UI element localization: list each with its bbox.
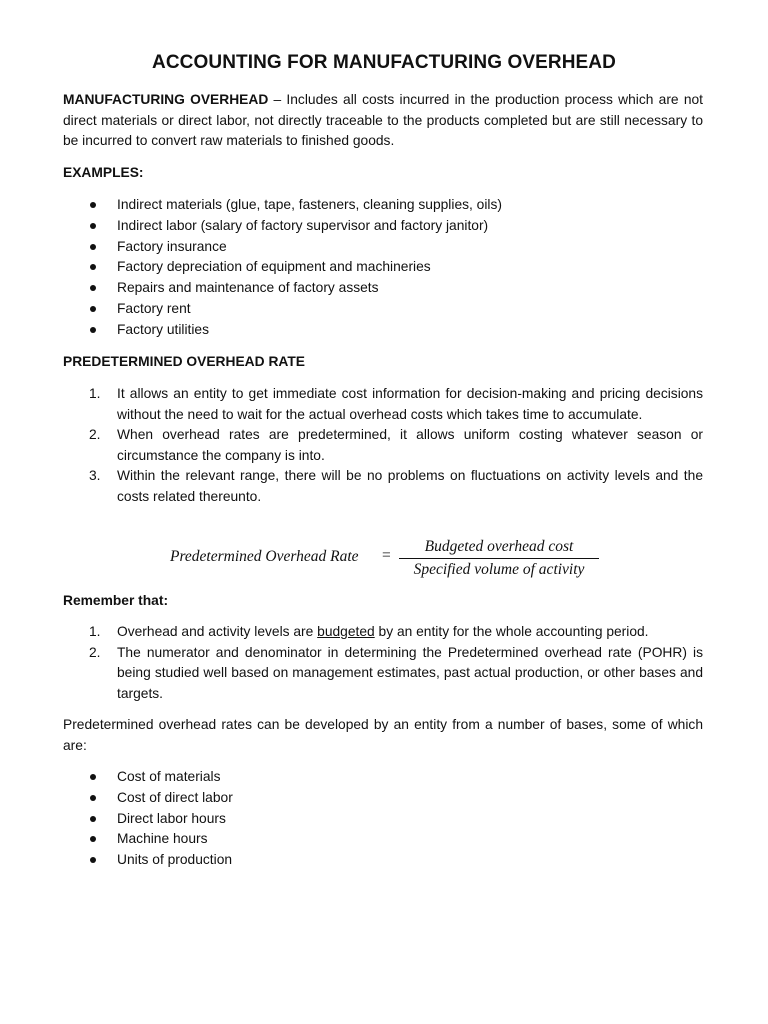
item-number: 2. bbox=[89, 427, 101, 442]
list-item-text: Cost of materials bbox=[117, 769, 221, 784]
remember-list bbox=[63, 622, 703, 704]
list-item-text: Indirect labor (salary of factory supervisor and factory janitor) bbox=[117, 217, 489, 233]
fraction-bar bbox=[399, 558, 599, 559]
bullet-icon bbox=[90, 244, 96, 250]
examples-heading: EXAMPLES: bbox=[63, 165, 144, 180]
formula-equals: = bbox=[382, 547, 391, 564]
list-item-text: Factory rent bbox=[117, 300, 191, 316]
list-item-text: Units of production bbox=[117, 852, 233, 868]
pohr-list bbox=[63, 384, 703, 507]
list-item bbox=[63, 195, 703, 216]
numbered-item-text: It allows an entity to get immediate cost information for decision-making and pricing decisions without the need to wait for the actual overhead costs which takes time to accumulate. bbox=[117, 386, 703, 422]
definition-term: MANUFACTURING OVERHEAD bbox=[63, 92, 269, 107]
page-title: ACCOUNTING FOR MANUFACTURING OVERHEAD bbox=[152, 52, 616, 73]
list-item-text: Cost of direct labor bbox=[117, 789, 233, 805]
list-item bbox=[63, 850, 703, 871]
list-item bbox=[63, 320, 703, 341]
bullet-icon bbox=[90, 795, 96, 801]
pohr-heading: PREDETERMINED OVERHEAD RATE bbox=[63, 354, 305, 369]
bullet-icon bbox=[90, 836, 96, 842]
underlined-word: budgeted bbox=[317, 624, 375, 639]
numbered-item-text: When overhead rates are predetermined, it allows uniform costing whatever season or circumstance the company is into. bbox=[117, 427, 703, 463]
list-item bbox=[63, 237, 703, 258]
list-item bbox=[63, 299, 703, 320]
numbered-item-text: Within the relevant range, there will be no problems on fluctuations on activity levels and the costs related thereunto. bbox=[117, 468, 703, 504]
bullet-icon bbox=[90, 306, 96, 312]
formula-fraction bbox=[399, 537, 599, 580]
bullet-icon bbox=[90, 202, 96, 208]
bases-intro: Predetermined overhead rates can be developed by an entity from a number of bases, some of which are: bbox=[63, 717, 703, 753]
definition-paragraph bbox=[63, 90, 703, 152]
list-item bbox=[63, 767, 703, 788]
numbered-item bbox=[63, 466, 703, 507]
bullet-icon bbox=[90, 264, 96, 270]
list-item-text: Factory insurance bbox=[117, 238, 227, 254]
list-item bbox=[63, 216, 703, 237]
numbered-item bbox=[63, 384, 703, 425]
pohr-formula bbox=[170, 537, 610, 581]
list-item-text: Indirect materials (glue, tape, fasteners, cleaning supplies, oils) bbox=[117, 197, 502, 212]
item-number: 2. bbox=[89, 644, 101, 660]
formula-denominator: Specified volume of activity bbox=[413, 561, 585, 578]
list-item bbox=[63, 829, 703, 850]
list-item-text: Factory utilities bbox=[117, 321, 210, 337]
item-number: 3. bbox=[89, 468, 101, 483]
formula-lhs: Predetermined Overhead Rate bbox=[170, 548, 359, 565]
bases-list bbox=[63, 767, 703, 871]
bullet-icon bbox=[90, 285, 96, 291]
item-number: 1. bbox=[89, 386, 101, 401]
remember-heading: Remember that: bbox=[63, 593, 169, 608]
bullet-icon bbox=[90, 774, 96, 780]
numbered-item bbox=[63, 425, 703, 466]
numbered-item-text: The numerator and denominator in determining the Predetermined overhead rate (POHR) is being studied well based on management estimates, past actual production, or other bases and targets. bbox=[117, 644, 703, 701]
numbered-item-text-start: Overhead and activity levels are bbox=[117, 624, 318, 639]
bullet-icon bbox=[90, 857, 96, 863]
list-item bbox=[63, 788, 703, 809]
bullet-icon bbox=[90, 327, 96, 333]
list-item bbox=[63, 257, 703, 278]
list-item bbox=[63, 809, 703, 830]
list-item bbox=[63, 278, 703, 299]
bullet-icon bbox=[90, 816, 96, 822]
list-item-text: Repairs and maintenance of factory assets bbox=[117, 280, 379, 296]
list-item-text: Machine hours bbox=[117, 831, 208, 847]
list-item-text: Factory depreciation of equipment and machineries bbox=[117, 259, 431, 275]
bullet-icon bbox=[90, 223, 96, 229]
item-number: 1. bbox=[89, 624, 101, 639]
numbered-item bbox=[63, 643, 703, 705]
numbered-item-text-end: by an entity for the whole accounting period. bbox=[374, 624, 649, 639]
definition-text: – Includes all costs incurred in the production process which are not direct materials or direct labor, not directly traceable to the products completed but are still necessary to be incurred to convert raw materials to finished goods. bbox=[63, 92, 704, 148]
numbered-item bbox=[63, 622, 703, 643]
examples-list bbox=[63, 195, 703, 341]
list-item-text: Direct labor hours bbox=[117, 810, 226, 826]
formula-numerator: Budgeted overhead cost bbox=[424, 538, 574, 555]
